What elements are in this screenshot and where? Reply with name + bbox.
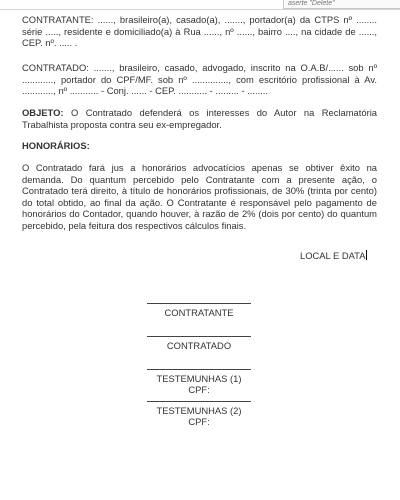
objeto-text: O Contratado defenderá os interesses do Autor na Reclamatória Trabalhista proposta contra seu ex-empregador. — [22, 107, 377, 130]
objeto-label: OBJETO: — [22, 107, 64, 118]
signature-line — [147, 336, 251, 337]
witness-2-cpf: CPF: — [188, 416, 210, 427]
signature-line — [147, 401, 251, 402]
signature-contratado — [147, 336, 251, 351]
signature-witness-1 — [147, 369, 251, 395]
clause-contratado: CONTRATADO: ......., brasileiro, casado, advogado, inscrito na O.A.B/...... sob nº ............, portador do CPF/MF. sob nº .............., com escritório profissional à Av. ............, nº ........... - Conj. ...... - CEP. ........... - ......... - ........ — [22, 62, 377, 96]
signature-witness-2 — [147, 401, 251, 427]
signature-label-contratante: CONTRATANTE — [164, 307, 234, 318]
witness-1-cpf: CPF: — [188, 384, 210, 395]
text-cursor — [366, 250, 367, 260]
signature-contratante — [147, 303, 251, 318]
clause-objeto — [22, 107, 377, 130]
place-date-field[interactable] — [300, 250, 380, 261]
clause-contratante: CONTRATANTE: ......, brasileiro(a), casado(a), ......., portador(a) da CTPS nº ........ série ....., residente e domiciliado(a) à Rua ......, nº ......, bairro ...., na cidade de ......, CEP. nº. ..... . — [22, 14, 377, 48]
clause-honorarios: O Contratado fará jus a honorários advocatícios apenas se obtiver êxito na demanda. Do quantum percebido pelo Contratante com a presente ação, o Contratado terá direito, à título de honorários profissionais, de 30% (trinta por cento) do total obtido, ao final da ação. O Contratante é responsável pelo pagamento de honorários do Contador, quando houver, à razão de 2% (dois por cento) do quantum percebido, pela feitura dos respectivos cálculos finais. — [22, 162, 377, 231]
editor-hint: aserte "Delete" — [283, 0, 400, 9]
honorarios-heading: HONORÁRIOS: — [22, 140, 90, 151]
signature-line — [147, 303, 251, 304]
signature-label-witness-2: TESTEMUNHAS (2) — [156, 405, 242, 416]
place-date-text: LOCAL E DATA — [300, 250, 366, 261]
signature-line — [147, 369, 251, 370]
signature-label-witness-1: TESTEMUNHAS (1) — [156, 373, 242, 384]
signature-label-contratado: CONTRATADO — [166, 340, 232, 351]
